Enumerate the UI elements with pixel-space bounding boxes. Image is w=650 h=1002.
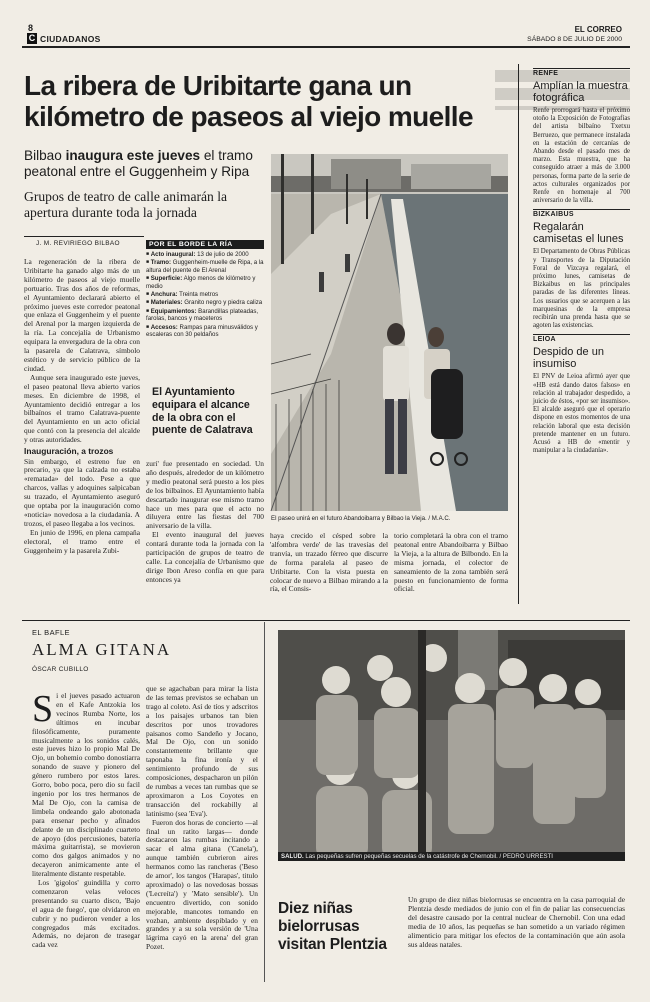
column-paragraph: Fueron dos horas de concierto —al final un ratito largas— donde destacaron las rumbas incitando a sacar el alma gitana ('Canela'), aunque también cubrieron aires hermanos como las rancheras ('Beso de amor', los tangos ('Harapas', titulo aproximado) o las novedosas bossas ('Lecreíta') y 'Mato sensible'). Un encuentro divertido, con sonido mejorable, mancotes tomando en vozban, ambiente despiblado y en grandes y a su sola versión de 'Una lágrima cayó en la arena' del gran Pozet. bbox=[146, 817, 258, 952]
lead-paragraph: La regeneración de la ribera de Uribitarte ha ganado algo más de un kilómetro de paseos al viejo muelle portuario. Tras dos años de reformas, el Ayuntamiento declarará abierto el próximo jueves este corredor peatonal que enlaza el Guggenheim y el puente del Arenal por la margen izquierda de la ría. La concejalía de Urbanismo equipara la envergadura de la obra con la pasarela de Calatrava, símbolo estético y de servicio público de la ciudad. bbox=[24, 257, 140, 373]
info-box-value: Guggenheim-muelle de Ripa, a la altura del puente de El Arenal bbox=[146, 259, 264, 274]
info-box-value: Granito negro y piedra caliza bbox=[184, 299, 263, 307]
bullet-icon: ■ bbox=[146, 251, 150, 257]
info-box-item bbox=[146, 291, 264, 298]
girls-photo bbox=[278, 630, 625, 860]
info-box-key: Anchura: bbox=[150, 291, 178, 299]
lower-section-rule bbox=[22, 620, 630, 621]
walkway-illustration bbox=[271, 154, 508, 511]
info-box-item bbox=[146, 275, 264, 290]
info-box-key: Acto inaugural: bbox=[150, 251, 196, 258]
brief-title: Regalarán camisetas el lunes bbox=[533, 221, 624, 246]
issue-date: SÁBADO 8 DE JULIO DE 2000 bbox=[527, 36, 622, 43]
lead-paragraph: zuri' fue presentado en sociedad. Un año después, alrededor de un kilómetro y medio peatonal será puesto a los pies de los bilbaínos. El Ayuntamiento había descartado inaugurar ese mismo tramo hace un mes para que el acto no diluyera entre las fiestas del 700 aniversario de la villa. bbox=[146, 459, 264, 531]
info-box-item bbox=[146, 324, 264, 339]
lead-subheading: Inauguración, a trozos bbox=[24, 446, 114, 457]
news-brief bbox=[533, 209, 630, 330]
lead-photo bbox=[271, 154, 508, 511]
page-number: 8 bbox=[28, 23, 34, 33]
brief-body bbox=[533, 107, 630, 205]
column-section: EL BAFLE bbox=[32, 628, 70, 637]
info-box-item bbox=[146, 251, 264, 258]
column-box bbox=[24, 622, 265, 982]
brief-body bbox=[533, 248, 630, 330]
bullet-icon: ■ bbox=[146, 291, 150, 298]
group-illustration bbox=[278, 630, 625, 860]
story-paragraph: Un grupo de diez niñas bielorrusas se encuentra en la casa parroquial de Plentzia desde mediados de junio con el fin de paliar las consecuencias del desastre causado por la central nuclear de Chernobil. Con una edad media de 10 años, las pequeñas se han sometido a un variado régimen alimenticio para mitigar los efectos de la contaminación que aún asola sus aldeas natales. bbox=[408, 895, 625, 949]
info-box-list bbox=[146, 251, 264, 338]
girls-photo-caption bbox=[278, 852, 625, 861]
brief-paragraph: Renfe prorrogará hasta el próximo otoño la Exposición de Fotografías del artista bilbaíno Txetxu Berruezo, que permanece instalada en la estación de cercanías de Abando desde el pasado mes de marzo. Esta muestra, que ha conseguido atraer a más de 3.000 personas, forma parte de la serie de actos culturales organizados por Renfe en homenaje al 700 aniversario de la villa. bbox=[533, 107, 630, 205]
info-box-key: Superficie: bbox=[150, 275, 183, 283]
section-label: CIUDADANOS bbox=[40, 34, 101, 44]
info-box-title: POR EL BORDE LA RÍA bbox=[146, 240, 264, 249]
info-box-value: Treinta metros bbox=[179, 291, 219, 299]
brief-body bbox=[533, 373, 630, 455]
lead-paragraph: torio completará la obra con el tramo peatonal entre Abandoibarra y Bilbao la Vieja, a la altura de Bilbondo. En la misma jornada, el colector de saneamiento de la zona también será puesto en funcionamiento de forma oficial. bbox=[394, 531, 508, 594]
bullet-icon: ■ bbox=[146, 275, 150, 282]
lead-paragraph: haya crecido el césped sobre la 'alfombra verde' de las travesías del tranvía, un trazado férreo que discurre de forma paralela al paseo de Uribitarte. Con la vista puesta en colocar de nuevo a Bilbao mirando a la ría, el Consis- bbox=[270, 531, 388, 594]
lead-subhead bbox=[24, 148, 264, 180]
brief-kicker: BIZKAIBUS bbox=[533, 209, 630, 218]
bullet-icon: ■ bbox=[146, 307, 150, 314]
bullet-icon: ■ bbox=[146, 299, 150, 306]
news-briefs-sidebar bbox=[533, 68, 630, 460]
column-byline: ÓSCAR CUBILLO bbox=[32, 666, 89, 673]
lead-photo-caption: El paseo unirá en el futuro Abandoibarra y Bilbao la Vieja. / M.A.C. bbox=[271, 515, 451, 522]
column-paragraph: Los 'gigolos' guindilla y corro comenzaron velas veloces presentando su cuarto disco, 'Bajo el agua de fuego', que olvidaron en cubrir y no pudieron vender a los congregados más excitados. Además, no dejaron de trasegar cada vez bbox=[32, 878, 140, 950]
info-box-value: Barandillas plateadas, farolas, bancos y maceteros bbox=[146, 307, 259, 323]
lead-paragraph: Aunque sera inaugurado este jueves, el paseo peatonal lleva abierto varios meses. En diciembre de 1998, el Ayuntamiento decidió entregar a los bilbaínos el tramo Calatrava-puente del Ayuntamiento en un acto oficial que contó con la presencia del alcalde y otras autoridades. bbox=[24, 372, 140, 445]
dropcap: S bbox=[32, 688, 54, 730]
brief-paragraph: El Departamento de Obras Públicas y Transportes de la Diputación Foral de Vizcaya regalará, el próximo lunes, camisetas de Bizkaibus en las principales paradas de las diferentes líneas. Los usuarios que se acerquen a las marquesinas de la empresa recibirán una prenda hasta que se agoten las existencias. bbox=[533, 248, 631, 330]
lead-column-3 bbox=[270, 532, 388, 604]
column-title: ALMA GITANA bbox=[32, 640, 172, 659]
lead-subhead-2: Grupos de teatro de calle animarán la apertura durante toda la jornada bbox=[24, 189, 228, 220]
bullet-icon: ■ bbox=[146, 323, 150, 330]
section-icon: C bbox=[28, 33, 36, 43]
info-box-value: Rampas para minusválidos y escaleras con 30 peldaños bbox=[146, 323, 258, 339]
lead-column-4 bbox=[394, 532, 508, 604]
column-paragraph: i el jueves pasado actuaron en el Kafe Antzokia los vecinos Rumba Norte, los últimos en incubar filosóficamente, puramente musicalmente a los sonidos calés, este jueves hizo lo propio Mal De Ojo, un bohemio combo donostiarra sonando de suave y pionero del género rumbero por estos lares. Gorro, bobo poca, pero dio su facil ingenio por los tres hermanos de Mal De Ojo, con la camisa de limbela ondeando galo abotonada para ensenar pecho y afinados delante de un disciplinado cuarteto de apoyo (dos percusiones, batería máxima guitarrista), se movieron como dos galgos animados y no decayeron animicamente ante el literalmente distante respetable. bbox=[32, 691, 140, 879]
header-rule bbox=[22, 46, 630, 48]
lead-byline: J. M. REVIRIEGO BILBAO bbox=[36, 240, 120, 247]
info-box-key: Materiales: bbox=[150, 299, 183, 307]
brief-kicker: LEIOA bbox=[533, 334, 630, 343]
lead-paragraph: En junio de 1996, en plena campaña electoral, el tramo entre el Guggenheim y la pasarela Zubi- bbox=[24, 527, 140, 555]
news-brief bbox=[533, 68, 630, 205]
brief-paragraph: El PNV de Leioa afirmó ayer que «HB está dando datos falsos» en relación al trabajador despedido, a juicio de éstos, «por ser insumiso». El alcalde aseguró que el operario dispone en estos momentos de una relación laboral que esta decisión pretende mantener en un futuro. Acusó a HB de «mentir y manipular a la ciudadanía». bbox=[533, 373, 630, 455]
brief-title: Despido de un insumiso bbox=[533, 346, 604, 371]
caption-label: SALUD. bbox=[281, 853, 304, 860]
column-text-1 bbox=[32, 688, 140, 980]
byline-rule bbox=[24, 236, 144, 237]
sidebar-divider bbox=[518, 64, 519, 604]
column-text-2 bbox=[146, 685, 258, 980]
column-paragraph: que se agachaban para mirar la lista de las temas previstos se echaban un trago al coleto. Así de tíos y adscritos a los paisajes urbanos tan bien descritos por unos trovadores paisanos como Sandeño y Jocano, Mal De Ojo, con un sonido constantemente brillante que taponaba la fina ironía y el sentimiento profundo de sus composiciones, despacharon un pilón de rumbas a veces tan rumbas que se aproximaron a Los Coyotes en transacción del rockabilly al latinismo (sea 'Eva'). bbox=[146, 684, 258, 818]
lead-paragraph: Sin embargo, el estreno fue en precario, ya que la calzada no estaba «rematada» del todo. Pese a que charcos, vallas y adoquines salpicaban su trazado, el Ayuntamiento aseguró que optaba por la inauguración como «noticia» novedosa a la ciudadanía. A trozos, el paseo llegaba a los vecinos. bbox=[24, 456, 140, 528]
info-box-key: Tramo: bbox=[150, 259, 172, 267]
info-box-value: 13 de julio de 2000 bbox=[197, 251, 249, 258]
info-box bbox=[146, 240, 264, 368]
bullet-icon: ■ bbox=[146, 259, 150, 266]
subhead-text-1: Bilbao bbox=[24, 148, 66, 163]
lead-column-2 bbox=[146, 460, 264, 604]
info-box-key: Accesos: bbox=[150, 323, 178, 331]
news-brief bbox=[533, 334, 630, 455]
paper-name: EL CORREO bbox=[574, 25, 622, 34]
subhead-bold: inaugura este jueves bbox=[65, 148, 201, 163]
lead-column-1 bbox=[24, 257, 140, 555]
info-box-key: Equipamientos: bbox=[150, 307, 197, 315]
info-box-item bbox=[146, 259, 264, 274]
caption-text: Las pequeñas sufren pequeñas secuelas de la catástrofe de Chernobil. / PEDRO URRESTI bbox=[305, 853, 554, 860]
story-body bbox=[408, 896, 625, 958]
lead-paragraph: El evento inaugural del jueves contará durante toda la jornada con la participación de grupos de teatro de calle. La concejalía de Urbanismo que dirige Ibon Areso confía en que para entonces ya bbox=[146, 530, 264, 584]
info-box-item bbox=[146, 308, 264, 323]
story-title: Diez niñas bielorrusas visitan Plentzia bbox=[278, 900, 387, 953]
lead-headline: La ribera de Uribitarte gana un kilómetro de paseos al viejo muelle bbox=[24, 70, 473, 132]
pull-quote: El Ayuntamiento equipara el alcance de la obra con el puente de Calatrava bbox=[152, 386, 253, 437]
subhead-text-2: el tramo peatonal entre el Guggenheim y Ripa bbox=[24, 148, 253, 179]
brief-kicker: RENFE bbox=[533, 68, 630, 77]
brief-title: Amplían la muestra fotográfica bbox=[533, 80, 628, 104]
info-box-item bbox=[146, 299, 264, 306]
info-box-value: Algo menos de kilómetro y medio bbox=[146, 275, 256, 290]
